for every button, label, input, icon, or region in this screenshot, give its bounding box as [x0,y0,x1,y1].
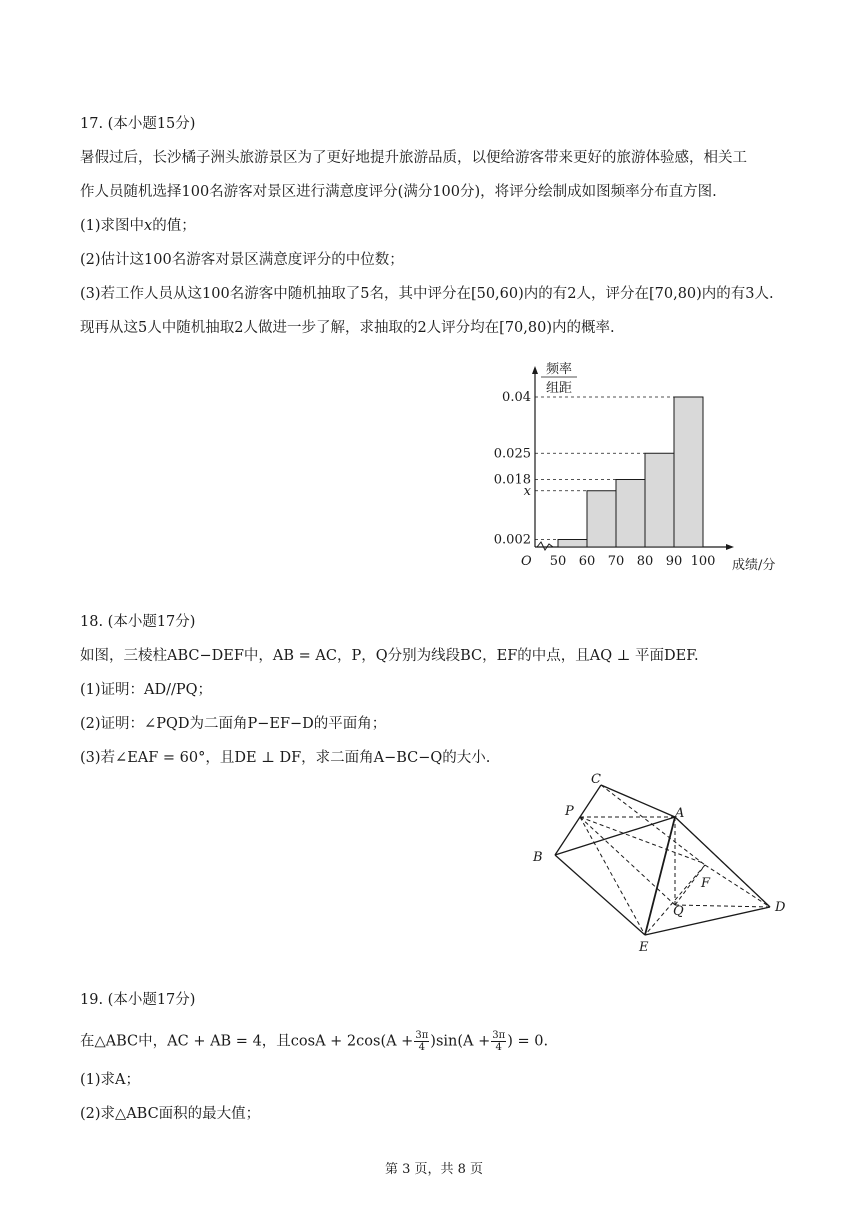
x-tick-label: 80 [636,554,654,569]
frequency-histogram [480,360,800,585]
y-label-denominator: 组距 [545,381,573,396]
q19-subquestion-1: (1)求A； [80,1072,141,1088]
y-tick-label: 0.002 [493,532,531,548]
histogram-bar [645,453,674,547]
y-tick-label: 0.025 [493,446,531,462]
label-C: C [591,772,601,787]
q17-text-line-2: 作人员随机选择100名游客对景区进行满意度评分(满分100分)，将评分绘制成如图频率分布直方图. [80,184,717,200]
q19-heading: 19. (本小题17分) [80,992,196,1008]
axis-break [537,542,553,550]
q17-subquestion-1: (1)求图中x的值； [80,218,196,234]
x-tick-label: 90 [665,554,683,569]
q18-subquestion-1: (1)证明：AD//PQ； [80,682,213,698]
y-tick-label: x [523,483,531,499]
x-axis-label: 成绩/分 [732,558,776,573]
x-tick-label: 70 [607,554,625,569]
label-P: P [565,804,574,819]
label-B: B [533,850,543,865]
histogram-bar [674,397,703,547]
label-F: F [701,876,711,891]
fraction-3pi-4-b: $\frac{3\pi}{4}$ [492,1030,506,1053]
q18-heading: 18. (本小题17分) [80,614,196,630]
q18-text-line-1: 如图，三棱柱ABC−DEF中，AB = AC，P，Q分别为线段BC，EF的中点，且AQ ⊥ 平面DEF. [80,648,699,664]
q17-heading: 17. (本小题15分) [80,116,196,132]
label-D: D [775,900,786,915]
q17-subquestion-3-cont: 现再从这5人中随机抽取2人做进一步了解，求抽取的2人评分均在[70,80)内的概率. [80,320,615,336]
label-E: E [639,940,649,955]
x-tick-label: 60 [578,554,596,569]
x-tick-label: 50 [549,554,567,569]
label-A: A [675,806,685,821]
histogram-bar [587,491,616,547]
y-axis-arrow [532,366,538,374]
y-tick-label: 0.018 [493,472,531,488]
y-tick-label: 0.04 [502,390,531,405]
q19-text-line-1: 在△ABC中，AC + AB = 4，且cosA + 2cos(A + $\frac{3\pi}{4}$ )sin(A + $\frac{3\pi}{4}$ ) = 0. [80,1030,549,1053]
origin-label: O [521,554,532,569]
y-label-numerator: 频率 [545,362,573,377]
q18-subquestion-2: (2)证明：∠PQD为二面角P−EF−D的平面角； [80,716,387,732]
histogram-bar [616,480,645,548]
fraction-3pi-4-a: $\frac{3\pi}{4}$ [415,1030,429,1053]
q17-subquestion-3: (3)若工作人员从这100名游客中随机抽取了5名，其中评分在[50,60)内的有2人，评分在[70,80)内的有3人. [80,286,774,302]
q19-subquestion-2: (2)求△ABC面积的最大值； [80,1106,261,1122]
q18-subquestion-3: (3)若∠EAF = 60°，且DE ⊥ DF，求二面角A−BC−Q的大小. [80,750,491,766]
histogram-bar [558,540,587,548]
label-Q: Q [673,904,684,919]
prism-figure [525,765,795,960]
q17-subquestion-2: (2)估计这100名游客对景区满意度评分的中位数； [80,252,404,268]
x-axis-arrow [726,544,734,550]
page-footer: 第 3 页，共 8 页 [384,1162,484,1177]
q17-text-line-1: 暑假过后，长沙橘子洲头旅游景区为了更好地提升旅游品质，以便给游客带来更好的旅游体验感，相关工 [80,150,747,166]
x-tick-label: 100 [690,554,716,569]
